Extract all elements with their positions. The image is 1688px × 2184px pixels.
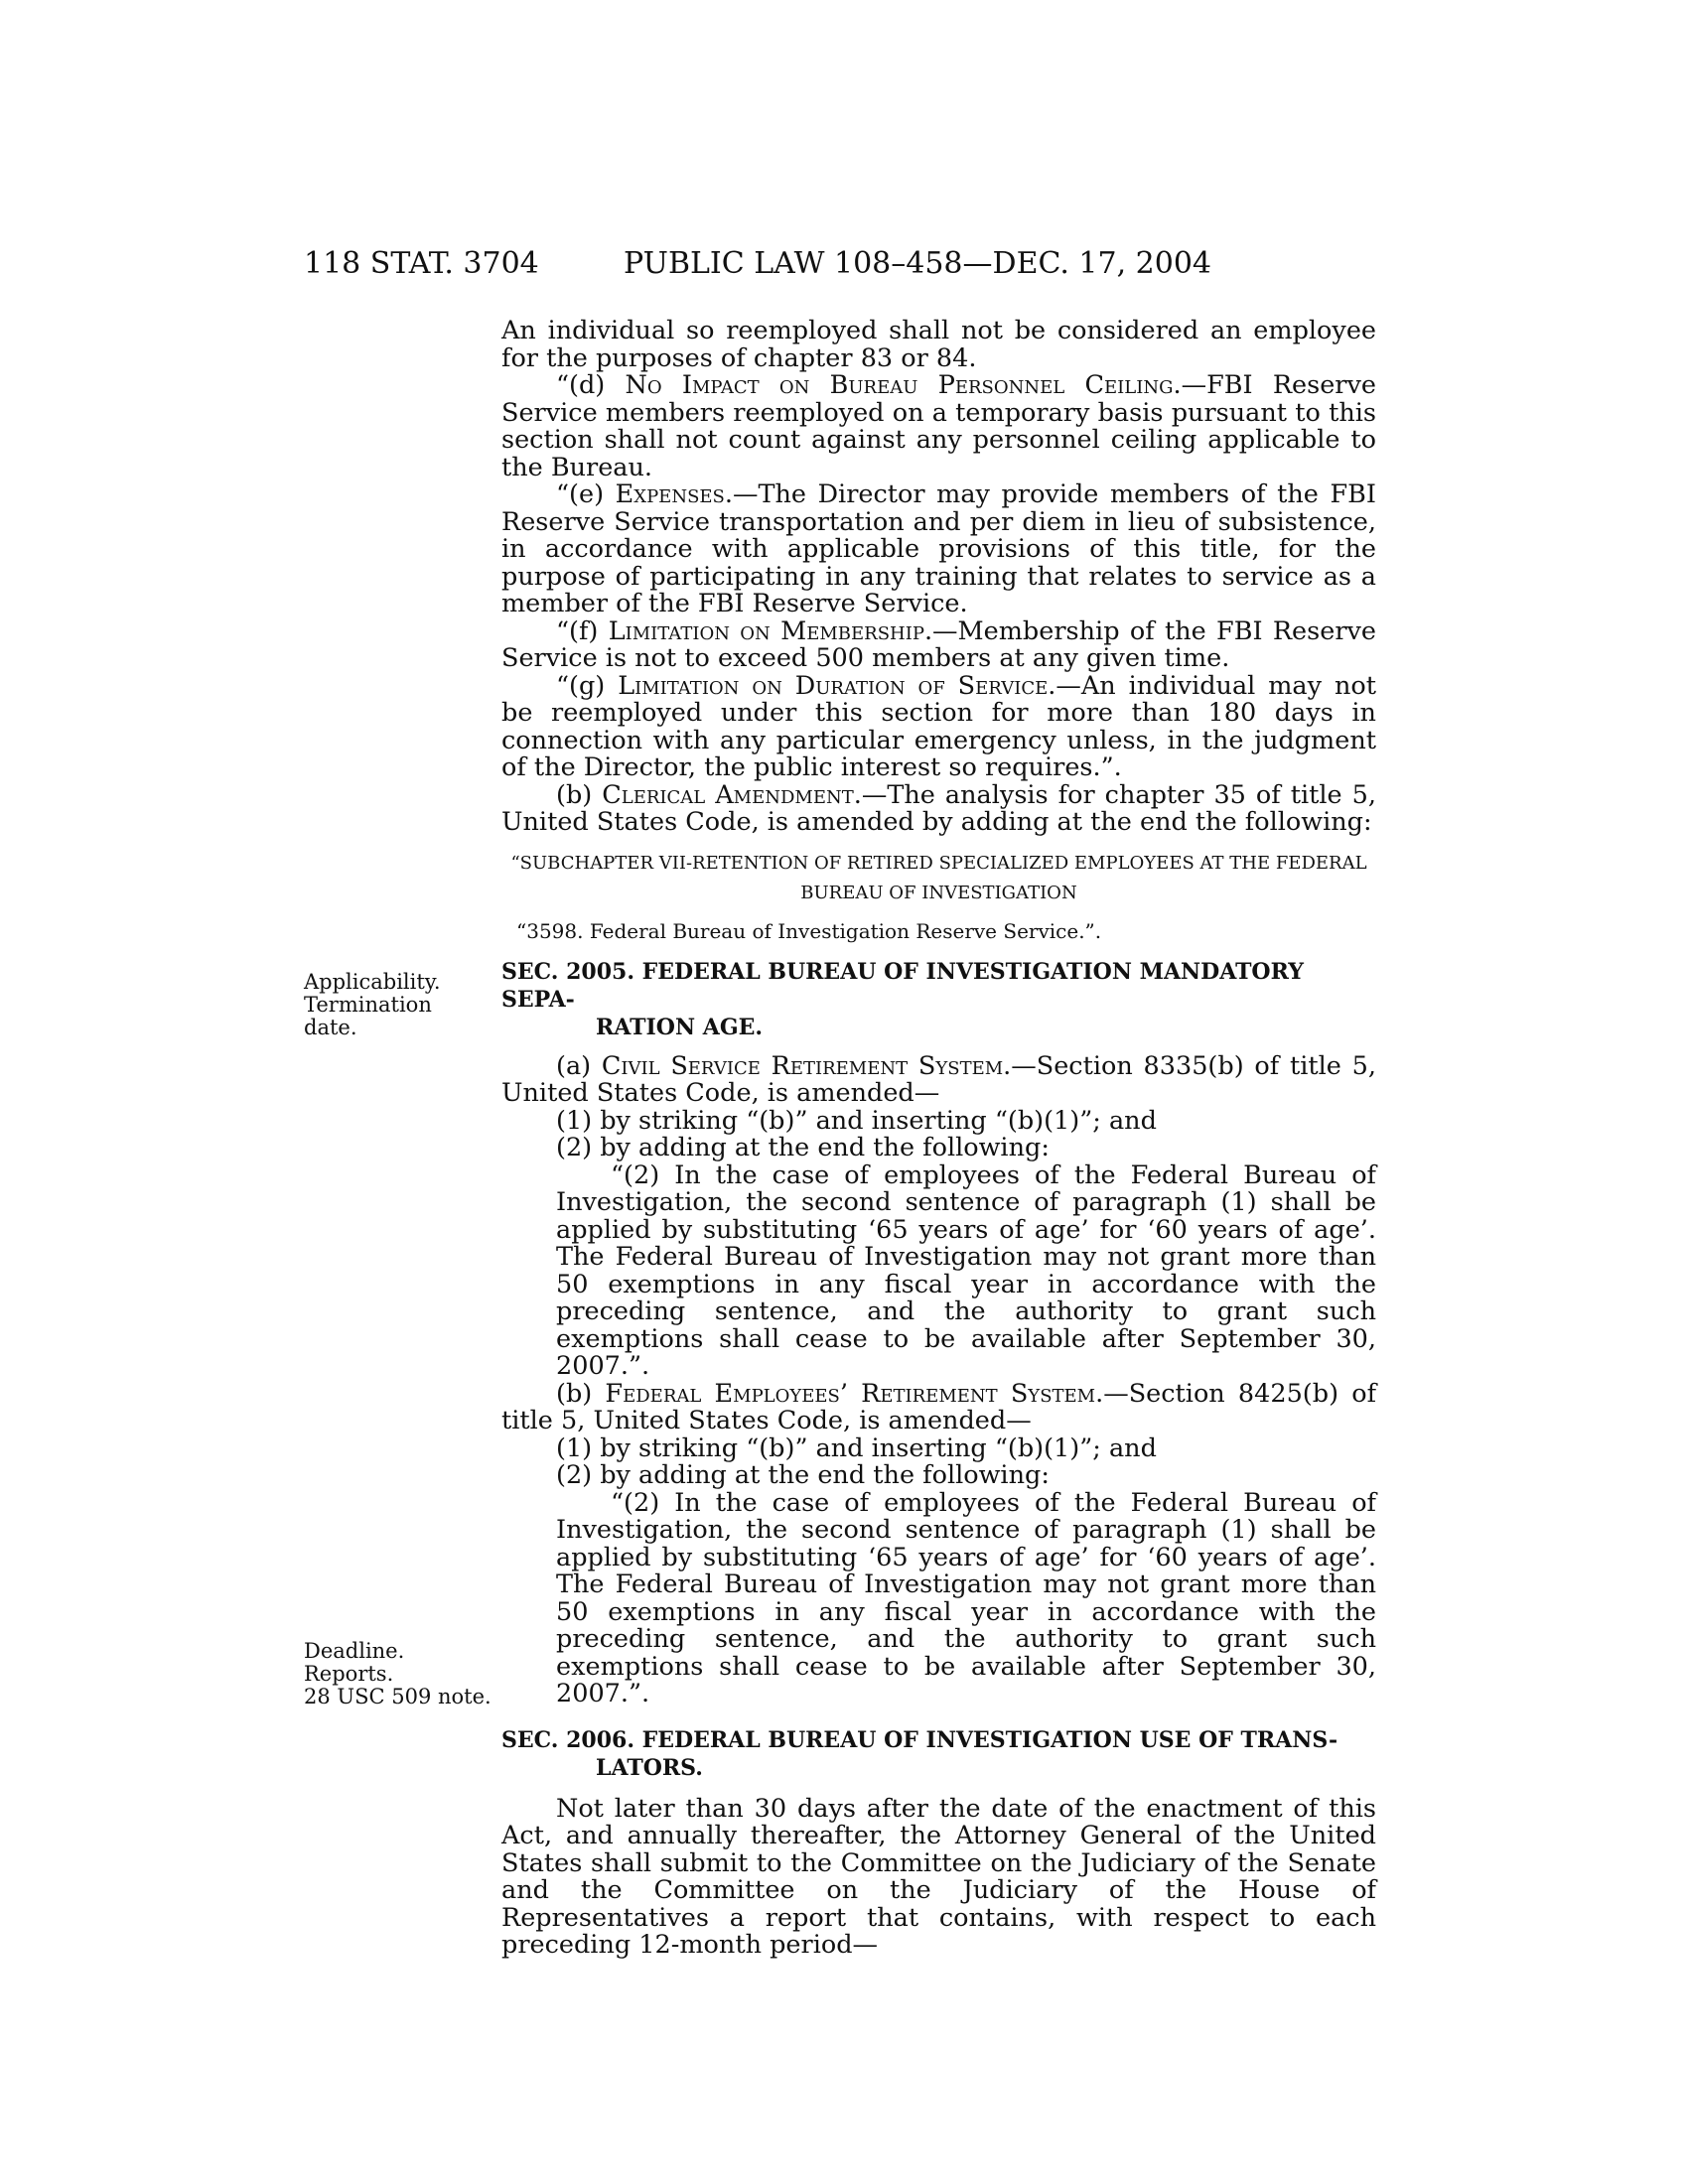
subsection-text: —Section 8425(b) of title 5, United States Code, is amended—: [501, 1378, 1377, 1435]
subsection-label: (a): [556, 1050, 602, 1081]
subsection-heading: Clerical Amendment.: [602, 779, 862, 810]
subsection-text: —Membership of the FBI Reserve Service is not to exceed 500 members at any given time.: [501, 615, 1377, 673]
subsection-heading: No Impact on Bureau Personnel Ceiling.: [625, 370, 1182, 400]
subsection-text: —FBI Reserve Service members reemployed on a temporary basis pursuant to this section shall not count against any personnel ceiling applicable to the Bureau.: [501, 370, 1376, 482]
subsection-heading: Limitation on Membership.: [608, 615, 933, 646]
quoted-text-2005-a: “(2) In the case of employees of the Federal Bureau of Investigation, the second sentence of paragraph (1) shall be applied by substituting ‘65 years of age’ for ‘60 years of age’. The Federal Bureau of Investigation may not grant more than 50 exemptions in any fiscal year in accordance with the preceding sentence, and the authority to grant such exemptions shall cease to be available after September 30, 2007.”.: [556, 1160, 1376, 1381]
subsection-text: —Section 8335(b) of title 5, United States Code, is amended—: [501, 1050, 1376, 1108]
subchapter-heading-line: “SUBCHAPTER VII-RETENTION OF RETIRED SPECIALIZED EMPLOYEES AT THE FEDERAL: [510, 852, 1367, 874]
page-body: [501, 318, 1376, 1960]
section-heading-2006: [501, 1726, 1376, 1782]
subsection-label: “(e): [556, 479, 616, 509]
subchapter-heading-line: BUREAU OF INVESTIGATION: [800, 882, 1077, 903]
subsection-label: “(f): [556, 615, 609, 646]
margin-note-line: 28 USC 509 note.: [304, 1685, 492, 1708]
subsection-e: [501, 481, 1376, 618]
margin-note-line: Reports.: [304, 1662, 394, 1686]
subsection-heading: Civil Service Retirement System.: [601, 1050, 1012, 1081]
subsection-heading: Limitation on Duration of Service.: [618, 670, 1056, 701]
section-heading-2005: [501, 958, 1376, 1041]
margin-note-line: Deadline.: [304, 1639, 405, 1663]
paragraph-2005-b1: (1) by striking “(b)” and inserting “(b)(1)”; and: [556, 1433, 1157, 1463]
section-heading-line: RATION AGE.: [596, 1014, 764, 1040]
running-head: PUBLIC LAW 108–458—DEC. 17, 2004: [624, 246, 1212, 281]
paragraph-continuation: An individual so reemployed shall not be considered an employee for the purposes of chapter 83 or 84.: [501, 316, 1376, 373]
subsection-label: “(g): [556, 670, 619, 701]
subsection-g: [501, 670, 1376, 782]
paragraph-2005-a2: (2) by adding at the end the following:: [556, 1133, 1050, 1162]
section-heading-line: SEC. 2006. FEDERAL BUREAU OF INVESTIGATION USE OF TRANS-: [501, 1726, 1338, 1753]
subsection-text: —An individual may not be reemployed under this section for more than 180 days in connection with any particular emergency unless, in the judgment of the Director, the public interest so requires.”.: [501, 670, 1376, 782]
page-header: [0, 246, 1688, 286]
subsection-2005-a: [501, 1050, 1376, 1108]
subsection-2005-b: [501, 1378, 1377, 1435]
section-2006-text: Not later than 30 days after the date of the enactment of this Act, and annually thereafter, the Attorney General of the United States shall submit to the Committee on the Judiciary of the Senate and the Committee on the Judiciary of the House of Representatives a report that contains, with respect to each preceding 12-month period—: [501, 1793, 1376, 1960]
subsection-text: —The Director may provide members of the FBI Reserve Service transportation and per diem in lieu of subsistence, in accordance with applicable provisions of this title, for the purpose of participating in any training that relates to service as a member of the FBI Reserve Service.: [501, 479, 1376, 618]
subsection-heading: Expenses.: [615, 479, 733, 509]
margin-note-line: Termination: [304, 993, 432, 1017]
margin-note-line: Applicability.: [304, 970, 441, 994]
quoted-text-2005-b: “(2) In the case of employees of the Federal Bureau of Investigation, the second sentence of paragraph (1) shall be applied by substituting ‘65 years of age’ for ‘60 years of age’. The Federal Bureau of Investigation may not grant more than 50 exemptions in any fiscal year in accordance with the preceding sentence, and the authority to grant such exemptions shall cease to be available after September 30, 2007.”.: [556, 1487, 1376, 1708]
statute-page-number: 118 STAT. 3704: [304, 246, 539, 281]
subsection-label: (b): [556, 1378, 606, 1409]
section-heading-line: SEC. 2005. FEDERAL BUREAU OF INVESTIGATION MANDATORY SEPA-: [501, 958, 1304, 1013]
subsection-label: (b): [556, 779, 603, 810]
table-of-contents-insert: [501, 849, 1376, 908]
margin-note-sec2005: [304, 971, 441, 1039]
margin-note-line: date.: [304, 1016, 357, 1039]
paragraph-2005-a1: (1) by striking “(b)” and inserting “(b)(1)”; and: [556, 1105, 1157, 1136]
subsection-f: [501, 615, 1377, 673]
section-heading-line: LATORS.: [596, 1754, 703, 1781]
subsection-d: [501, 372, 1376, 481]
subsection-label: “(d): [556, 370, 626, 400]
clerical-amendment: [501, 779, 1376, 837]
subsection-heading: Federal Employees’ Retirement System.: [605, 1378, 1104, 1409]
margin-note-sec2006: [304, 1640, 492, 1708]
subsection-text: —The analysis for chapter 35 of title 5, United States Code, is amended by adding at the end the following:: [501, 779, 1376, 837]
paragraph-2005-b2: (2) by adding at the end the following:: [556, 1460, 1050, 1490]
toc-item: “3598. Federal Bureau of Investigation Reserve Service.”.: [516, 918, 1102, 943]
